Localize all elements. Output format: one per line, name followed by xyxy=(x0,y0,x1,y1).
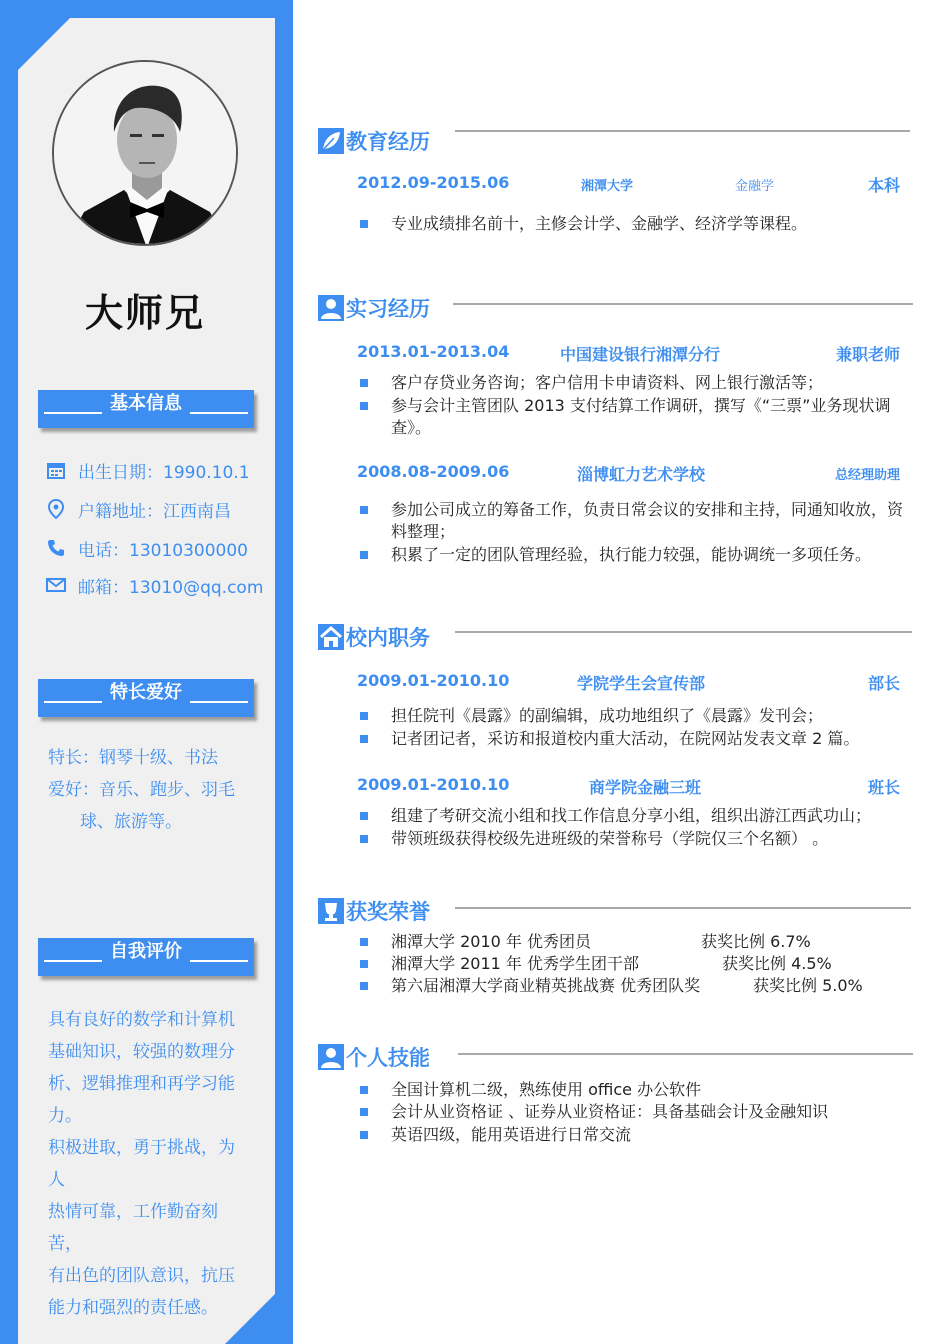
self-eval-line: 积极进取，勇于挑战，为人 xyxy=(48,1138,235,1190)
award-ratio: 获奖比例 6.7% xyxy=(701,932,811,951)
entry-role: 班长 xyxy=(867,778,900,797)
entry-degree: 本科 xyxy=(867,176,900,195)
hometown-text: 户籍地址：江西南昌 xyxy=(78,501,231,522)
internship-title-text: 实习经历 xyxy=(346,297,430,321)
campus-bullet: 记者团记者，采访和报道校内重大活动，在院网站发表文章 2 篇。 xyxy=(360,728,905,750)
entry-org: 学院学生会宣传部 xyxy=(577,674,706,693)
awards-section-title xyxy=(318,896,430,926)
award-name: 第六届湘潭大学商业精英挑战赛 优秀团队奖 xyxy=(391,976,701,995)
hometown-row xyxy=(46,497,231,521)
campus-section-title xyxy=(318,622,430,652)
hobbies-header: 特长爱好 xyxy=(38,679,254,717)
entry-org: 商学院金融三班 xyxy=(589,778,702,797)
campus-bullet: 担任院刊《晨露》的副编辑，成功地组织了《晨露》发刊会； xyxy=(360,705,905,727)
entry-role: 总经理助理 xyxy=(834,468,900,483)
birth-text: 出生日期：1990.10.1 xyxy=(78,462,250,483)
skill-item: 全国计算机二级，熟练使用 office 办公软件 xyxy=(360,1079,905,1101)
campus-rule xyxy=(455,631,912,633)
email-text: 邮箱：13010@qq.com xyxy=(78,577,264,598)
entry-major: 金融学 xyxy=(735,179,775,194)
corner-decoration-top xyxy=(18,18,70,70)
entry-date: 2009.01-2010.10 xyxy=(357,671,510,690)
entry-date: 2013.01-2013.04 xyxy=(357,342,510,361)
award-item xyxy=(360,953,905,975)
campus-title-text: 校内职务 xyxy=(346,626,430,650)
leaf-icon xyxy=(318,128,344,154)
self-eval-line: 能力和强烈的责任感。 xyxy=(48,1298,218,1318)
campus-entry-head xyxy=(357,671,900,693)
internship-entry-head xyxy=(357,462,900,484)
award-name: 湘潭大学 2011 年 优秀学生团干部 xyxy=(391,954,639,973)
award-item xyxy=(360,975,905,997)
skill-item: 会计从业资格证 、证券从业资格证：具备基础会计及金融知识 xyxy=(360,1101,905,1123)
self-eval-line: 基础知识，较强的数理分 xyxy=(48,1042,235,1062)
award-ratio: 获奖比例 5.0% xyxy=(753,976,863,995)
skill-item: 英语四级，能用英语进行日常交流 xyxy=(360,1124,905,1146)
campus-entry-head xyxy=(357,775,900,797)
education-bullet: 专业成绩排名前十，主修会计学、金融学、经济学等课程。 xyxy=(360,213,905,235)
education-rule xyxy=(455,130,910,132)
phone-row xyxy=(46,536,248,560)
award-item xyxy=(360,931,905,953)
awards-title-text: 获奖荣誉 xyxy=(346,900,430,924)
entry-org: 中国建设银行湘潭分行 xyxy=(560,345,721,364)
skills-title-text: 个人技能 xyxy=(346,1046,430,1070)
internship-bullet: 积累了一定的团队管理经验，执行能力较强，能协调统一多项任务。 xyxy=(360,544,905,566)
entry-role: 部长 xyxy=(867,674,900,693)
award-name: 湘潭大学 2010 年 优秀团员 xyxy=(391,932,591,951)
self-eval-line: 具有良好的数学和计算机 xyxy=(48,1010,235,1030)
candidate-name: 大师兄 xyxy=(84,291,205,335)
specialty-line: 特长：钢琴十级、书法 xyxy=(48,748,218,768)
mail-icon xyxy=(46,575,66,595)
entry-org: 淄博虹力艺术学校 xyxy=(577,465,706,484)
internship-entry-head xyxy=(357,342,900,364)
self-eval-line: 有出色的团队意识，抗压 xyxy=(48,1266,235,1286)
entry-school: 湘潭大学 xyxy=(581,179,634,194)
skills-rule xyxy=(458,1053,913,1055)
self-eval-line: 力。 xyxy=(48,1106,82,1126)
home-icon xyxy=(318,624,344,650)
phone-icon xyxy=(46,538,66,558)
entry-role: 兼职老师 xyxy=(835,345,900,364)
internship-bullet: 客户存贷业务咨询；客户信用卡申请资料、网上银行激活等； xyxy=(360,372,905,394)
self-eval-line: 热情可靠，工作勤奋刻苦， xyxy=(48,1202,218,1254)
hobby-line-cont: 球、旅游等。 xyxy=(80,812,182,832)
entry-date: 2009.01-2010.10 xyxy=(357,775,510,794)
user-icon xyxy=(318,1044,344,1070)
hobbies-text xyxy=(48,742,248,838)
birth-row xyxy=(46,458,250,482)
basic-info-header: 基本信息 xyxy=(38,390,254,428)
calendar-icon xyxy=(46,460,66,480)
self-eval-line: 析、逻辑推理和再学习能 xyxy=(48,1074,235,1094)
self-eval-header: 自我评价 xyxy=(38,938,254,976)
self-eval-text xyxy=(48,1004,248,1324)
phone-text: 电话：13010300000 xyxy=(78,540,248,561)
internship-bullet: 参与会计主管团队 2013 支付结算工作调研，撰写《“三票”业务现状调查》。 xyxy=(360,395,905,439)
skills-section-title xyxy=(318,1042,430,1072)
campus-bullet: 组建了考研交流小组和找工作信息分享小组，组织出游江西武功山； xyxy=(360,805,905,827)
internship-section-title xyxy=(318,293,430,323)
award-ratio: 获奖比例 4.5% xyxy=(722,954,832,973)
trophy-icon xyxy=(318,898,344,924)
person-icon xyxy=(318,295,344,321)
awards-rule xyxy=(455,907,911,909)
entry-date: 2012.09-2015.06 xyxy=(357,173,510,192)
campus-bullet: 带领班级获得校级先进班级的荣誉称号（学院仅三个名额） 。 xyxy=(360,828,905,850)
location-pin-icon xyxy=(46,499,66,519)
education-entry-head xyxy=(357,173,900,195)
education-title-text: 教育经历 xyxy=(346,130,430,154)
internship-rule xyxy=(453,303,913,305)
avatar xyxy=(52,60,238,246)
internship-bullet: 参加公司成立的筹备工作，负责日常会议的安排和主持，同通知收放，资料整理； xyxy=(360,499,905,543)
hobby-line: 爱好：音乐、跑步、羽毛 xyxy=(48,780,235,800)
portrait-image xyxy=(54,62,238,246)
education-section-title xyxy=(318,126,430,156)
entry-date: 2008.08-2009.06 xyxy=(357,462,510,481)
email-row xyxy=(46,573,263,597)
